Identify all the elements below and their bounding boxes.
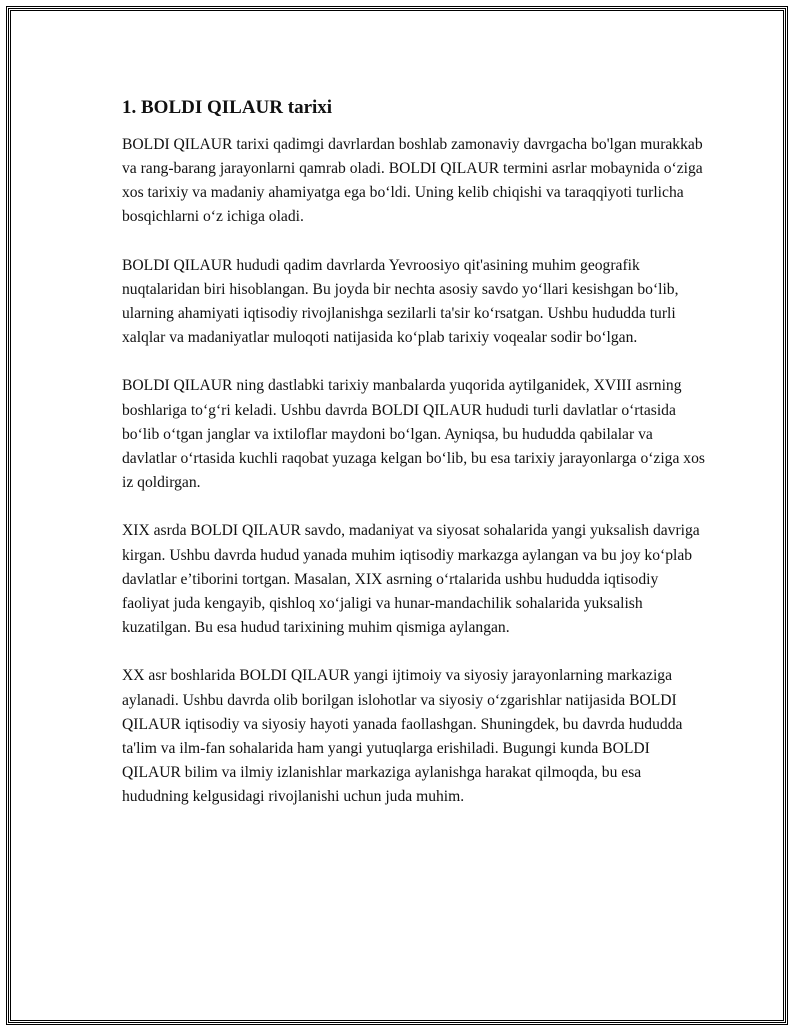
page-border [6, 6, 788, 1025]
paragraph-2: BOLDI QILAUR hududi qadim davrlarda Yevroosiyo qit'asining muhim geografik nuqtalaridan biri hisoblangan. Bu joyda bir nechta asosiy savdo yo‘llari kesishgan bo‘lib, ularning ahamiyati iqtisodiy rivojlanishga sezilarli ta'sir ko‘rsatgan. Ushbu hududda turli xalqlar va madaniyatlar muloqoti natijasida ko‘plab tarixiy voqealar sodir bo‘lgan. [122, 256, 679, 347]
section-heading: 1. BOLDI QILAUR tarixi [122, 97, 333, 118]
document-body [122, 97, 707, 834]
paragraph-1: BOLDI QILAUR tarixi qadimgi davrlardan boshlab zamonaviy davrgacha bo'lgan murakkab va rang-barang jarayonlarni qamrab oladi. BOLDI QILAUR termini asrlar mobaynida o‘ziga xos tarixiy va madaniy ahamiyatga ega bo‘ldi. Uning kelib chiqishi va taraqqiyoti turlicha bosqichlarni o‘z ichiga oladi. [122, 135, 703, 226]
paragraph-3: BOLDI QILAUR ning dastlabki tarixiy manbalarda yuqorida aytilganidek, XVIII asrning boshlariga to‘g‘ri keladi. Ushbu davrda BOLDI QILAUR hududi turli davlatlar o‘rtasida bo‘lib o‘tgan janglar va ixtiloflar maydoni bo‘lgan. Ayniqsa, bu hududda qabilalar va davlatlar o‘rtasida kuchli raqobat yuzaga kelgan bo‘lib, bu esa tarixiy jarayonlarga o‘ziga xos iz qoldirgan. [122, 377, 705, 492]
paragraph-4: XIX asrda BOLDI QILAUR savdo, madaniyat va siyosat sohalarida yangi yuksalish davriga kirgan. Ushbu davrda hudud yanada muhim iqtisodiy markazga aylangan va bu joy ko‘plab davlatlar e’tiborini tortgan. Masalan, XIX asrning o‘rtalarida ushbu hududda iqtisodiy faoliyat juda kengayib, qishloq xo‘jaligi va hunar-mandachilik sohalarida yuksalish kuzatilgan. Bu esa hudud tarixining muhim qismiga aylangan. [122, 522, 700, 637]
paragraph-5: XX asr boshlarida BOLDI QILAUR yangi ijtimoiy va siyosiy jarayonlarning markaziga aylanadi. Ushbu davrda olib borilgan islohotlar va siyosiy o‘zgarishlar natijasida BOLDI QILAUR iqtisodiy va siyosiy hayoti yanada faollashgan. Shuningdek, bu davrda hududda ta'lim va ilm-fan sohalarida ham yangi yutuqlarga erishiladi. Bugungi kunda BOLDI QILAUR bilim va ilmiy izlanishlar markaziga aylanishga harakat qilmoqda, bu esa hududning kelgusidagi rivojlanishi uchun juda muhim. [122, 667, 683, 806]
